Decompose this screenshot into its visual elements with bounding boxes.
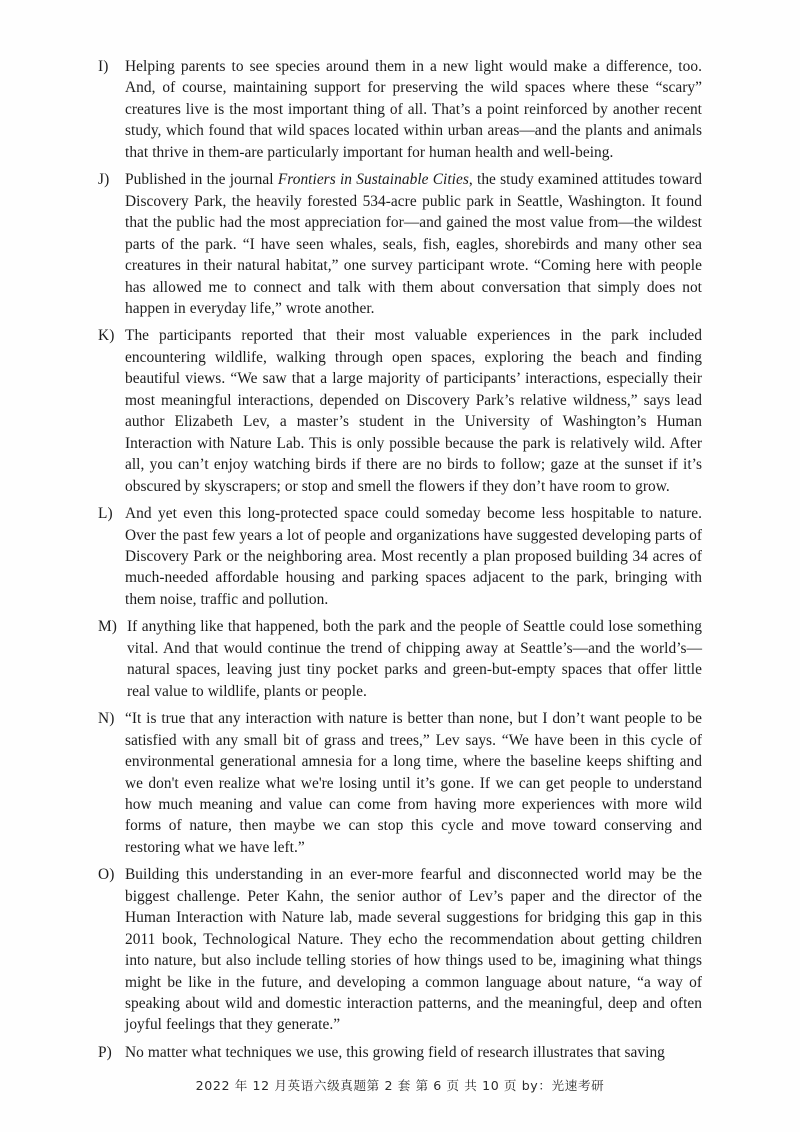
paragraph-M bbox=[98, 616, 702, 702]
paragraph-marker-J: J) bbox=[98, 171, 110, 189]
paragraph-J bbox=[98, 169, 702, 319]
paragraph-text-P bbox=[125, 1042, 702, 1063]
paragraph-N-segment-1: “It is true that any interaction with nature is better than none, but I don’t want people to be satisfied with any small bit of grass and trees,” Lev says. “We have been in this cycle of environmental generational amnesia for a long time, where the baseline keeps shifting and we don't even realize what we're losing until it’s gone. If we can get people to understand how much meaning and value can come from having more experiences with more wild forms of nature, then maybe we can stop this cycle and move toward conserving and restoring what we have left.” bbox=[125, 710, 702, 856]
paragraph-M-segment-1: If anything like that happened, both the park and the people of Seattle could lose something vital. And that would continue the trend of chipping away at Seattle’s—and the world’s—natural spaces, leaving just tiny pocket parks and green-but-empty spaces that offer little real value to wildlife, plants or people. bbox=[127, 618, 702, 700]
paragraph-text-O bbox=[125, 864, 702, 1036]
paragraph-I-segment-1: Helping parents to see species around them in a new light would make a difference, too. And, of course, maintaining support for preserving the wild spaces where these “scary” creatures live is the most important thing of all. That’s a point reinforced by another recent study, which found that wild spaces located within urban areas—and the plants and animals that thrive in them-are particularly important for human health and well-being. bbox=[125, 58, 702, 161]
paragraph-marker-I: I) bbox=[98, 58, 109, 75]
paragraph-L bbox=[98, 503, 702, 610]
paragraph-K-segment-1: The participants reported that their most valuable experiences in the park included encountering wildlife, walking through open spaces, exploring the beach and finding beautiful views. “We saw that a large majority of participants’ interactions, especially their most meaningful interactions, depended on Discovery Park’s relative wildness,” says lead author Elizabeth Lev, a master’s student in the University of Washington’s Human Interaction with Nature Lab. This is only possible because the park is relatively wild. After all, you can’t enjoy watching birds if there are no birds to follow; gaze at the sunset if it’s obscured by skyscrapers; or stop and smell the flowers if they don’t have room to grow. bbox=[125, 327, 702, 495]
paragraph-text-K bbox=[125, 325, 702, 497]
paragraph-marker-L: L) bbox=[98, 505, 113, 523]
paragraph-text-L bbox=[125, 503, 702, 610]
passage-body bbox=[98, 56, 702, 1069]
paragraph-P-segment-1: No matter what techniques we use, this growing field of research illustrates that saving bbox=[125, 1043, 665, 1061]
page-footer bbox=[0, 1077, 800, 1095]
paragraph-K bbox=[98, 325, 702, 497]
paragraph-N bbox=[98, 708, 702, 858]
paragraph-J-segment-1: Published in the journal bbox=[125, 171, 278, 189]
footer-text: 2022 年 12 月英语六级真题第 2 套 第 6 页 共 10 页 by：光速考研 bbox=[195, 1078, 605, 1093]
paragraph-text-I bbox=[125, 56, 702, 163]
paragraph-J-segment-2: , the study examined attitudes toward Discovery Park, the heavily forested 534-acre public park in Seattle, Washington. It found that the public had the most appreciation for—and gained the most value from—the wildest parts of the park. “I have seen whales, seals, fish, eagles, shorebirds and many other sea creatures in their natural habitat,” one survey participant wrote. “Coming here with people has allowed me to connect and talk with them about conversation that simply does not happen in everyday life,” wrote another. bbox=[125, 171, 702, 317]
paragraph-P bbox=[98, 1042, 702, 1063]
paragraph-marker-O: O) bbox=[98, 866, 115, 884]
paragraph-text-N bbox=[125, 708, 702, 858]
journal-title-italic: Frontiers in Sustainable Cities bbox=[277, 171, 469, 189]
paragraph-L-segment-1: And yet even this long-protected space could someday become less hospitable to nature. Over the past few years a lot of people and organizations have suggested developing parts of Discovery Park or the neighboring area. Most recently a plan proposed building 34 acres of much-needed affordable housing and parking spaces adjacent to the park, bringing with them noise, traffic and pollution. bbox=[125, 505, 702, 608]
paragraph-text-J bbox=[125, 169, 702, 319]
paragraph-marker-P: P) bbox=[98, 1043, 112, 1061]
paragraph-I bbox=[98, 56, 702, 163]
paragraph-O-segment-1: Building this understanding in an ever-more fearful and disconnected world may be the biggest challenge. Peter Kahn, the senior author of Lev’s paper and the director of the Human Interaction with Nature lab, made several suggestions for bridging this gap in this 2011 book, Technological Nature. They echo the recommendation about getting children into nature, but also include telling stories of how things used to be, imagining what things might be like in the future, and developing a common language about nature, “a way of speaking about wild and domestic interaction patterns, and the meaningful, deep and often joyful feelings that they generate.” bbox=[125, 866, 702, 1034]
paragraph-marker-K: K) bbox=[98, 327, 115, 345]
paragraph-text-M bbox=[127, 616, 702, 702]
paragraph-marker-M: M) bbox=[98, 618, 118, 636]
paragraph-O bbox=[98, 864, 702, 1036]
paragraph-marker-N: N) bbox=[98, 710, 115, 728]
